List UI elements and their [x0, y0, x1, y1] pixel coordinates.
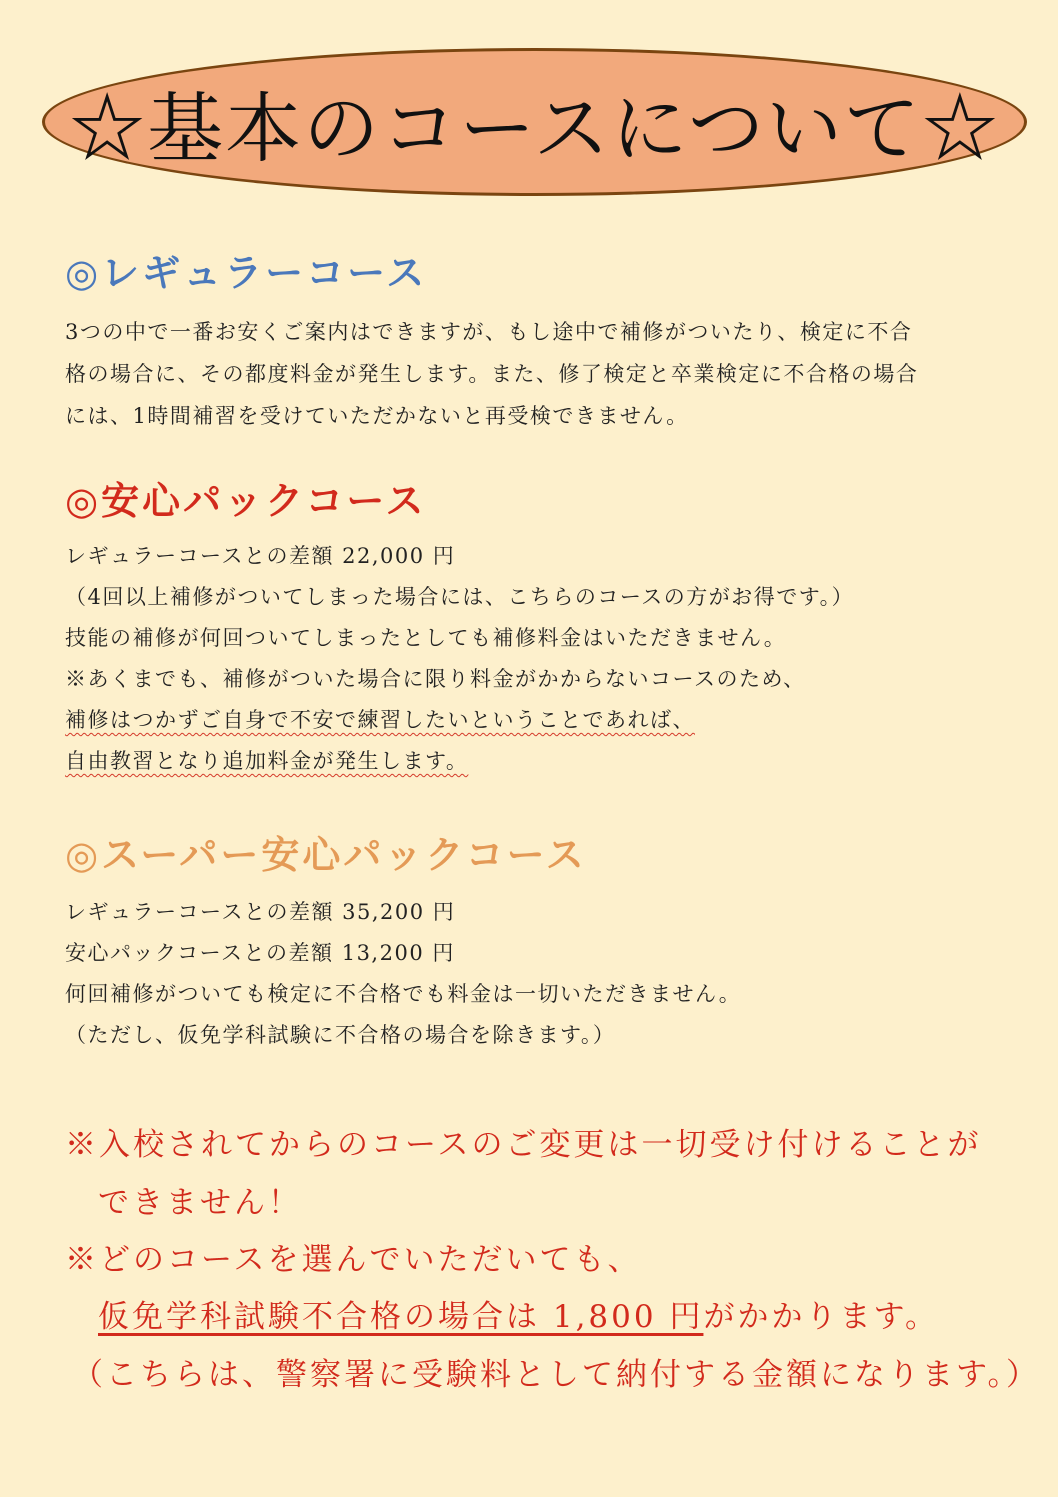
regular-line-3: には、1時間補習を受けていただかないと再受検できません。	[65, 404, 689, 428]
super-course-heading: ◎スーパー安心パックコース	[65, 832, 587, 877]
note-underlined-fee: 仮免学科試験不合格の場合は 1,800 円	[98, 1299, 704, 1335]
page-title: ☆基本のコースについて☆	[69, 83, 1000, 173]
note-line-4-rest: がかかります。	[703, 1299, 939, 1335]
anshin-line-6: 自由教習となり追加料金が発生します。	[65, 749, 469, 773]
title-banner	[42, 48, 1027, 196]
anshin-line-3: 技能の補修が何回ついてしまったとしても補修料金はいただきません。	[65, 626, 787, 650]
anshin-course-heading: ◎安心パックコース	[65, 478, 427, 523]
super-course-body	[65, 892, 1018, 1056]
regular-course-body	[65, 311, 1018, 437]
anshin-course-body	[65, 536, 1018, 782]
note-line-5: （こちらは、警察署に受験料として納付する金額になります。）	[72, 1357, 1041, 1393]
super-line-3: 何回補修がついても検定に不合格でも料金は一切いただきません。	[65, 982, 742, 1006]
regular-course-section	[65, 250, 1018, 296]
anshin-course-section	[65, 478, 1018, 524]
anshin-line-4: ※あくまでも、補修がついた場合に限り料金がかからないコースのため、	[65, 667, 806, 691]
regular-course-heading: ◎レギュラーコース	[65, 250, 428, 295]
note-line-1: ※入校されてからのコースのご変更は一切受け付けることが	[65, 1127, 982, 1163]
anshin-line-1: レギュラーコースとの差額 22,000 円	[65, 544, 456, 568]
regular-line-2: 格の場合に、その都度料金が発生します。また、修了検定と卒業検定に不合格の場合	[65, 362, 919, 386]
note-line-2: できません！	[98, 1185, 302, 1221]
anshin-line-2: （4回以上補修がついてしまった場合には、こちらのコースの方がお得です。）	[65, 585, 855, 609]
note-line-3: ※どのコースを選んでいただいても、	[65, 1242, 642, 1278]
super-line-2: 安心パックコースとの差額 13,200 円	[65, 941, 455, 965]
anshin-line-5: 補修はつかずご自身で不安で練習したいということであれば、	[65, 708, 695, 732]
note-line-4	[98, 1299, 939, 1336]
super-line-4: （ただし、仮免学科試験に不合格の場合を除きます。）	[65, 1023, 616, 1047]
super-course-section	[65, 832, 1018, 878]
regular-line-1: 3つの中で一番お安くご案内はできますが、もし途中で補修がついたり、検定に不合	[65, 320, 913, 344]
super-line-1: レギュラーコースとの差額 35,200 円	[65, 900, 456, 924]
